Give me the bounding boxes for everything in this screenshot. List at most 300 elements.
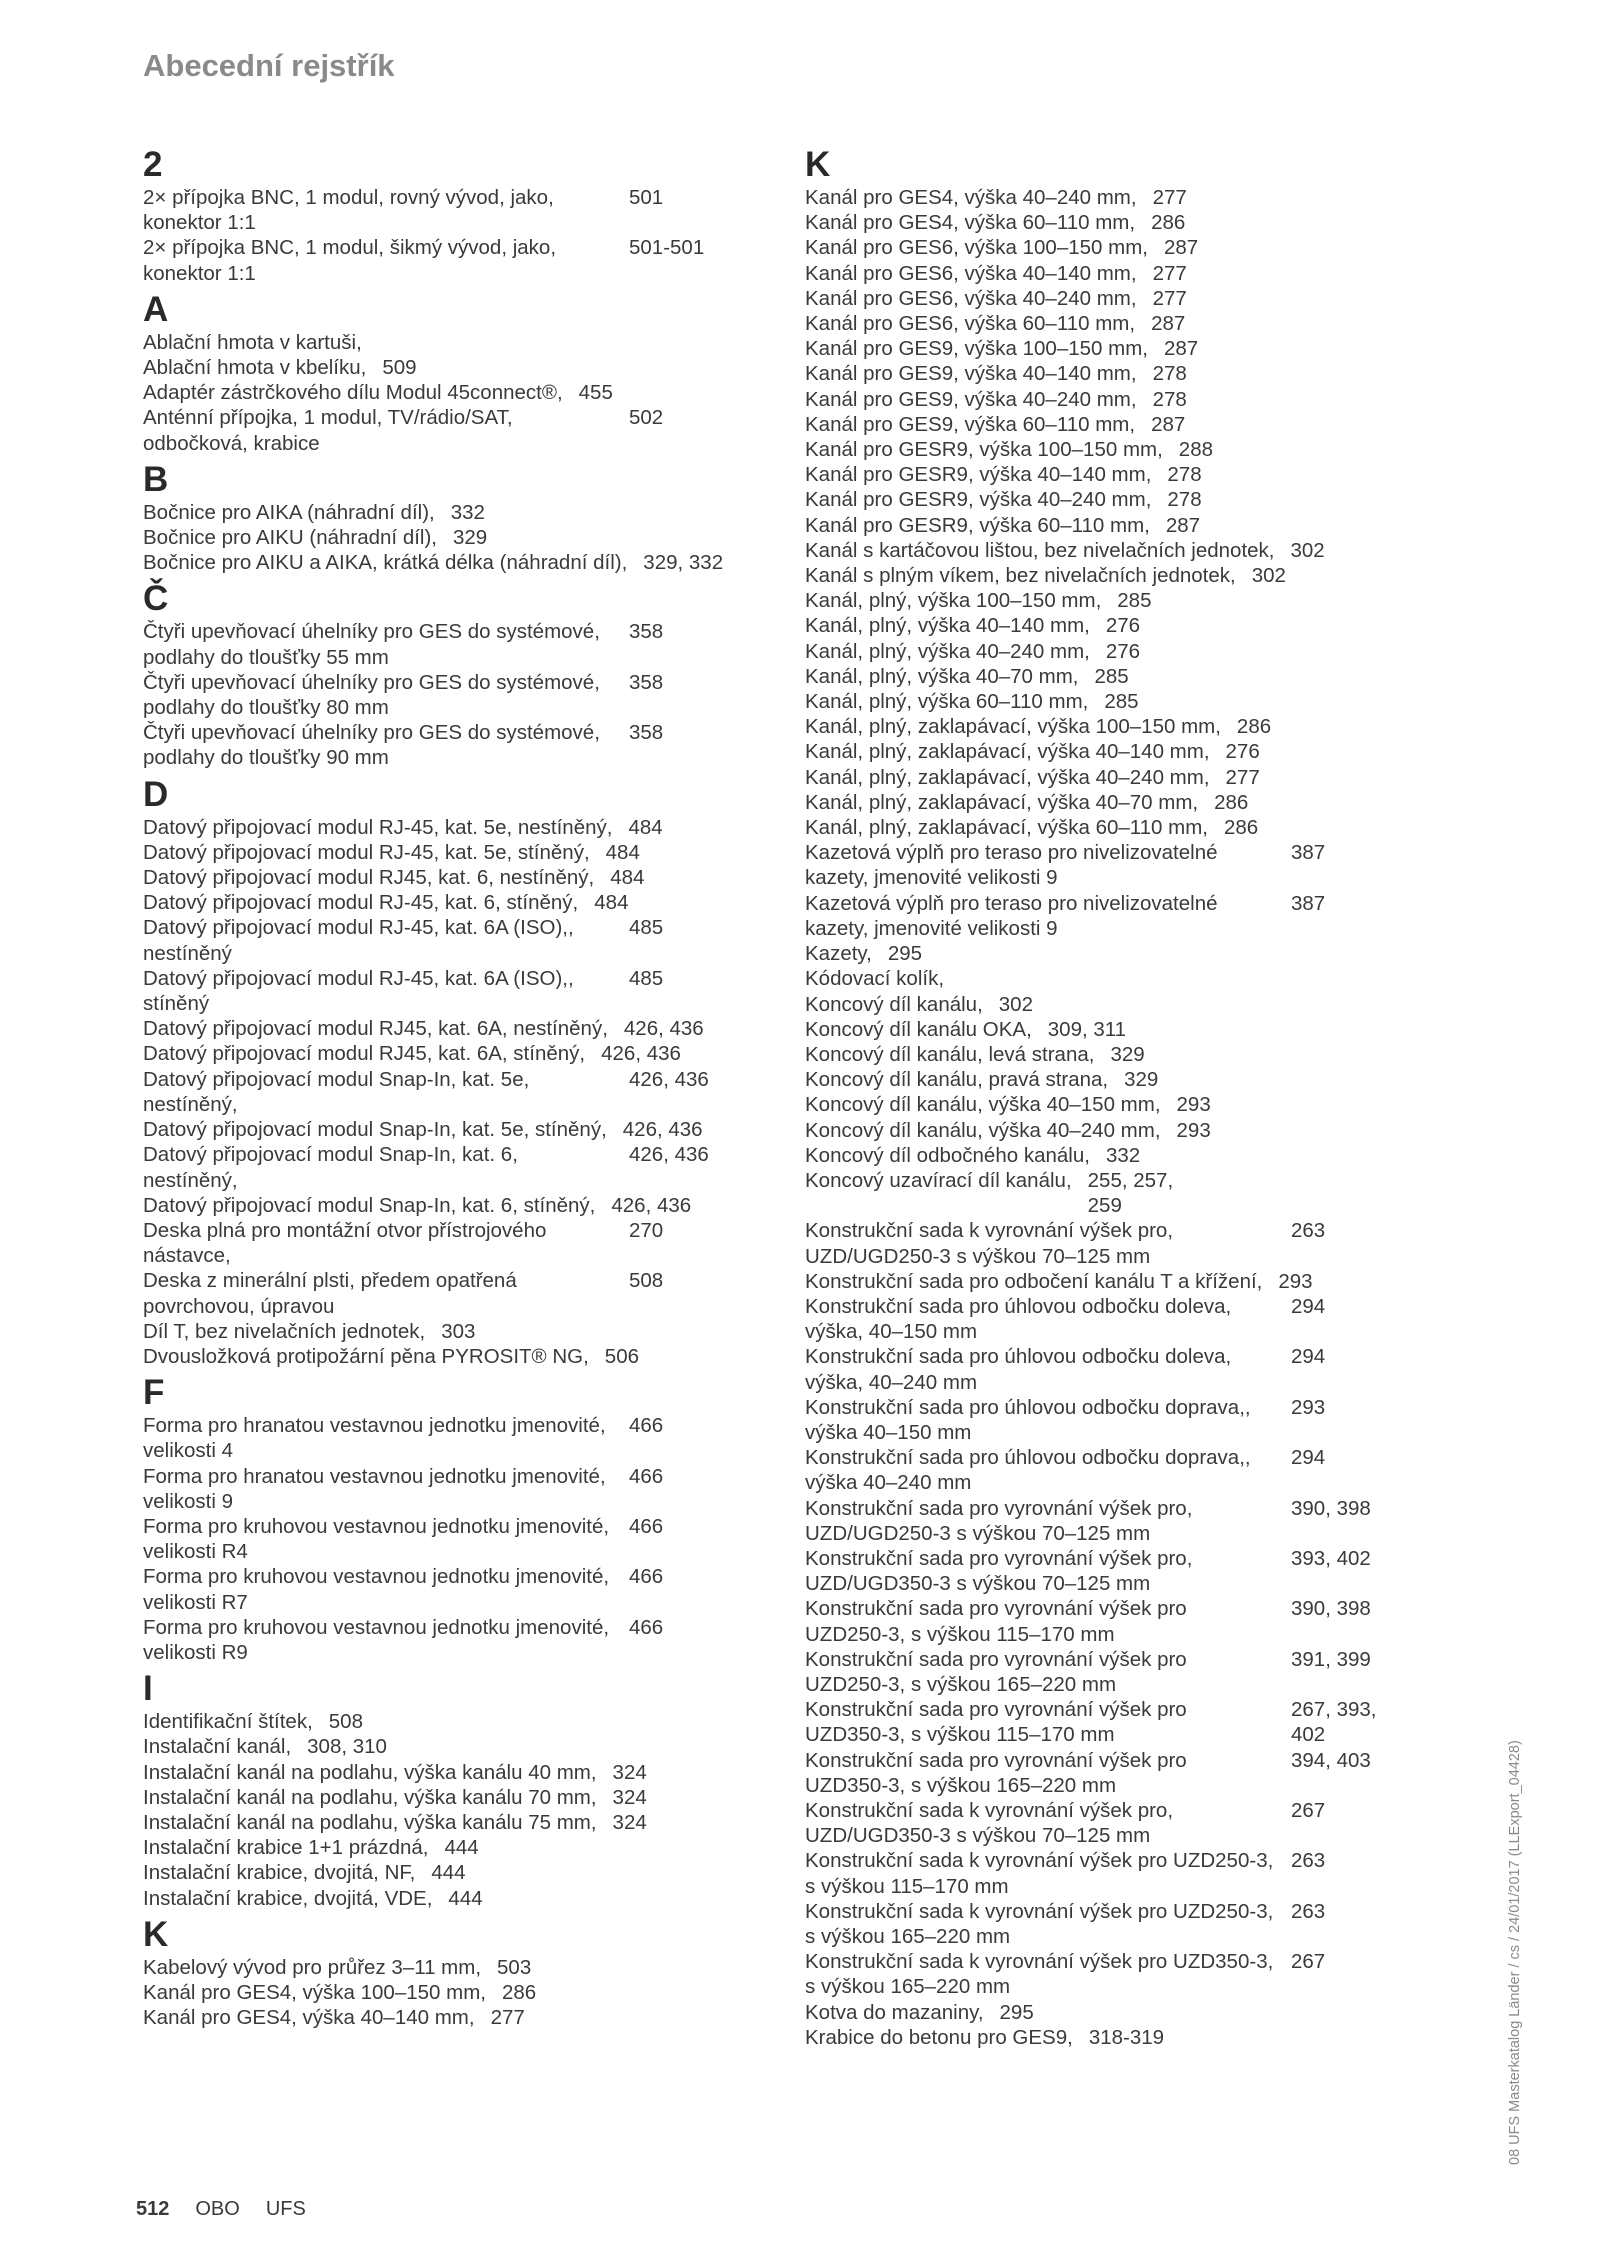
entry-text: Deska z minerální plsti, předem opatřená povrchovou, úpravou <box>143 1269 517 1318</box>
entry-text: Datový připojovací modul RJ-45, kat. 5e, stíněný, <box>143 840 590 864</box>
index-entry <box>143 1564 778 1614</box>
entry-pages: 255, 257, 259 <box>1087 1168 1174 1218</box>
entry-pages: 277 <box>490 2006 525 2030</box>
entry-pages: 286 <box>1214 790 1249 814</box>
entry-pages: 287 <box>1151 312 1186 336</box>
index-entry <box>143 380 778 405</box>
entry-text: Datový připojovací modul Snap-In, kat. 6, stíněný, <box>143 1193 596 1217</box>
index-entry <box>805 1294 1440 1344</box>
page-footer <box>136 2198 332 2221</box>
index-entry <box>805 1596 1440 1646</box>
index-entry <box>805 1218 1440 1268</box>
index-entry <box>143 840 778 865</box>
entry-text: Instalační krabice, dvojitá, VDE, <box>143 1886 433 1910</box>
entry-pages: 501-501 <box>629 236 705 260</box>
entry-text: Kanál, plný, výška 100–150 mm, <box>805 589 1102 613</box>
entry-text: Deska plná pro montážní otvor přístrojového nástavce, <box>143 1218 547 1268</box>
index-entry <box>143 1760 778 1785</box>
entry-pages: 302 <box>998 992 1033 1016</box>
entry-text: Instalační kanál na podlahu, výška kanálu 70 mm, <box>143 1785 597 1809</box>
entry-text: Datový připojovací modul RJ-45, kat. 6, stíněný, <box>143 891 579 915</box>
index-entry <box>805 1798 1440 1848</box>
index-section <box>143 580 778 770</box>
entry-pages: 287 <box>1164 236 1199 260</box>
index-entry <box>805 185 1440 210</box>
entry-pages: 455 <box>578 381 613 405</box>
index-entry <box>143 1464 778 1514</box>
entry-pages: 288 <box>1178 438 1214 462</box>
entry-text: Datový připojovací modul RJ-45, kat. 6A (ISO),, stíněný <box>143 966 574 1016</box>
entry-text: Kanál, plný, zaklapávací, výška 40–140 mm, <box>805 740 1210 764</box>
entry-pages: 332 <box>450 500 485 524</box>
entry-text: Forma pro kruhovou vestavnou jednotku jmenovité, velikosti R9 <box>143 1615 610 1664</box>
entry-text: Kanál pro GES6, výška 40–240 mm, <box>805 286 1137 310</box>
entry-text: Kanál, plný, zaklapávací, výška 40–240 mm, <box>805 765 1210 789</box>
entry-text: Kazetová výplň pro teraso pro nivelizovatelné kazety, jmenovité velikosti 9 <box>805 841 1218 890</box>
page-title: Abecední rejstřík <box>143 48 395 83</box>
index-entry <box>143 1980 778 2005</box>
entry-text: Konstrukční sada pro úhlovou odbočku doprava,, výška 40–150 mm <box>805 1395 1251 1444</box>
entry-text: Kanál pro GESR9, výška 40–240 mm, <box>805 488 1152 512</box>
index-entry <box>143 1734 778 1759</box>
index-entry <box>143 1344 778 1369</box>
entry-pages: 309, 311 <box>1047 1017 1127 1041</box>
index-entry <box>805 1445 1440 1495</box>
entry-pages: 324 <box>612 1810 647 1834</box>
index-entry <box>805 714 1440 739</box>
entry-text: Kanál pro GES4, výška 100–150 mm, <box>143 1980 486 2004</box>
index-entry <box>805 1647 1440 1697</box>
entry-text: Forma pro hranatou vestavnou jednotku jmenovité, velikosti 9 <box>143 1464 606 1513</box>
entry-pages: 484 <box>605 840 640 864</box>
entry-text: Bočnice pro AIKU (náhradní díl), <box>143 526 437 550</box>
entry-text: Koncový díl kanálu, levá strana, <box>805 1042 1095 1066</box>
entry-pages: 501 <box>629 186 664 209</box>
index-entry <box>805 1168 1440 1218</box>
side-note: 08 UFS Masterkatalog Länder / cs / 24/01/2017 (LLExport_04428) <box>1507 1740 1523 2165</box>
entry-text: Kazety, <box>805 942 872 966</box>
entry-pages: 394, 403 <box>1291 1748 1371 1772</box>
entry-text: Identifikační štítek, <box>143 1710 313 1734</box>
index-entry <box>143 1413 778 1463</box>
index-entry <box>805 840 1440 890</box>
index-entry <box>143 2005 778 2030</box>
index-entry <box>143 1319 778 1344</box>
entry-text: Konstrukční sada k vyrovnání výšek pro UZD350-3, s výškou 165–220 mm <box>805 1950 1274 1999</box>
section-letter: I <box>143 1669 153 1709</box>
index-column-left <box>143 146 778 2030</box>
entry-pages: 277 <box>1152 186 1187 209</box>
entry-text: Datový připojovací modul RJ-45, kat. 5e, nestíněný, <box>143 815 613 839</box>
entry-text: Kabelový vývod pro průřez 3–11 mm, <box>143 1955 482 1979</box>
entry-pages: 329 <box>1110 1042 1145 1066</box>
entry-text: Datový připojovací modul RJ45, kat. 6A, stíněný, <box>143 1042 586 1066</box>
entry-pages: 387 <box>1291 841 1326 865</box>
entry-text: Konstrukční sada pro vyrovnání výšek pro UZD350-3, s výškou 115–170 mm <box>805 1698 1187 1747</box>
entry-pages: 358 <box>629 620 664 644</box>
index-entry <box>805 891 1440 941</box>
index-entry <box>805 336 1440 361</box>
index-entry <box>805 1344 1440 1394</box>
index-entry <box>143 1955 778 1980</box>
entry-pages: 285 <box>1104 690 1139 714</box>
entry-text: Kanál pro GES6, výška 100–150 mm, <box>805 236 1148 260</box>
entry-text: Díl T, bez nivelačních jednotek, <box>143 1319 426 1343</box>
entry-text: Kanál pro GES4, výška 40–140 mm, <box>143 2006 475 2030</box>
entry-pages: 276 <box>1105 614 1141 638</box>
index-entry <box>143 670 778 720</box>
entry-text: Kanál, plný, zaklapávací, výška 60–110 mm, <box>805 816 1208 840</box>
section-letter: K <box>805 145 831 184</box>
entry-pages: 318-319 <box>1088 2025 1165 2049</box>
index-entry <box>805 513 1440 538</box>
index-entry <box>805 1269 1440 1294</box>
entry-pages: 286 <box>1224 816 1259 840</box>
index-section <box>143 461 778 576</box>
index-entry <box>143 1193 778 1218</box>
entry-pages: 393, 402 <box>1291 1546 1371 1570</box>
entry-pages: 387 <box>1291 891 1326 915</box>
index-entry <box>805 361 1440 386</box>
index-entry <box>143 405 778 455</box>
entry-text: Konstrukční sada pro vyrovnání výšek pro UZD250-3, s výškou 115–170 mm <box>805 1597 1187 1646</box>
entry-text: Kanál, plný, výška 40–240 mm, <box>805 639 1090 663</box>
index-entry <box>143 1785 778 1810</box>
entry-pages: 267, 393, 402 <box>1291 1698 1377 1747</box>
index-section <box>805 146 1440 2050</box>
entry-pages: 508 <box>629 1269 664 1293</box>
index-entry <box>805 1496 1440 1546</box>
index-entry <box>143 915 778 965</box>
entry-pages: 294 <box>1291 1446 1326 1470</box>
entry-text: Konstrukční sada k vyrovnání výšek pro, UZD/UGD350-3 s výškou 70–125 mm <box>805 1799 1174 1848</box>
entry-pages: 277 <box>1152 261 1187 285</box>
index-entry <box>805 992 1440 1017</box>
entry-pages: 263 <box>1291 1219 1326 1243</box>
entry-text: Konstrukční sada pro vyrovnání výšek pro UZD350-3, s výškou 165–220 mm <box>805 1748 1187 1797</box>
index-entry <box>143 1117 778 1142</box>
entry-pages: 466 <box>629 1514 664 1538</box>
section-letter: A <box>143 289 169 329</box>
entry-pages: 287 <box>1164 337 1199 361</box>
entry-text: Kanál pro GES4, výška 60–110 mm, <box>805 211 1136 235</box>
entry-text: Datový připojovací modul Snap-In, kat. 5e, nestíněný, <box>143 1067 530 1116</box>
entry-pages: 502 <box>629 406 664 430</box>
index-entry <box>805 1118 1440 1143</box>
entry-text: Kanál pro GES9, výška 40–240 mm, <box>805 387 1137 411</box>
section-letter: 2 <box>143 145 163 184</box>
entry-pages: 391, 399 <box>1291 1647 1371 1671</box>
footer-brand: OBO <box>195 2198 240 2220</box>
index-entry <box>805 210 1440 235</box>
entry-pages: 426, 436 <box>622 1118 703 1142</box>
entry-pages: 485 <box>629 916 664 940</box>
entry-pages: 332 <box>1105 1143 1141 1167</box>
index-entry <box>143 550 778 575</box>
entry-pages: 426, 436 <box>629 1067 709 1091</box>
entry-pages: 324 <box>612 1785 647 1809</box>
index-entry <box>143 966 778 1016</box>
index-entry <box>805 2025 1440 2050</box>
entry-text: Instalační kanál na podlahu, výška kanálu 40 mm, <box>143 1760 597 1784</box>
entry-text: Kanál pro GES6, výška 60–110 mm, <box>805 312 1136 336</box>
entry-text: Kanál pro GES9, výška 60–110 mm, <box>805 412 1136 436</box>
index-entry <box>143 235 778 285</box>
entry-text: Instalační krabice, dvojitá, NF, <box>143 1861 416 1885</box>
index-entry <box>143 330 778 355</box>
entry-pages: 390, 398 <box>1291 1496 1371 1520</box>
entry-pages: 302 <box>1290 538 1325 562</box>
index-entry <box>805 790 1440 815</box>
entry-text: Anténní přípojka, 1 modul, TV/rádio/SAT, odbočková, krabice <box>143 406 513 455</box>
section-letter: B <box>143 459 169 499</box>
index-entry <box>805 387 1440 412</box>
entry-text: Kanál, plný, výška 40–140 mm, <box>805 614 1090 638</box>
entry-pages: 506 <box>604 1344 640 1368</box>
entry-pages: 444 <box>431 1861 466 1885</box>
index-entry <box>805 261 1440 286</box>
entry-text: Adaptér zástrčkového dílu Modul 45connect®, <box>143 381 563 405</box>
entry-pages: 358 <box>629 670 664 694</box>
entry-pages: 358 <box>629 721 664 745</box>
entry-text: Koncový díl kanálu OKA, <box>805 1017 1032 1041</box>
index-entry <box>805 815 1440 840</box>
entry-pages: 293 <box>1291 1395 1326 1419</box>
entry-pages: 485 <box>629 966 664 990</box>
entry-pages: 426, 436 <box>611 1193 692 1217</box>
entry-text: Kanál s kartáčovou lištou, bez nivelačních jednotek, <box>805 538 1275 562</box>
index-entry <box>805 1395 1440 1445</box>
entry-text: Instalační kanál, <box>143 1735 292 1759</box>
entry-text: Kotva do mazaniny, <box>805 2000 984 2024</box>
entry-text: Kódovací kolík, <box>805 967 945 991</box>
entry-pages: 278 <box>1167 488 1202 512</box>
index-section <box>143 1374 778 1665</box>
entry-pages: 466 <box>629 1565 664 1589</box>
entry-text: Forma pro kruhovou vestavnou jednotku jmenovité, velikosti R7 <box>143 1565 610 1614</box>
entry-text: Bočnice pro AIKA (náhradní díl), <box>143 500 435 524</box>
index-entry <box>143 865 778 890</box>
section-letter: K <box>143 1914 169 1954</box>
index-entry <box>805 765 1440 790</box>
entry-pages: 503 <box>497 1955 532 1979</box>
index-entry <box>143 1860 778 1885</box>
entry-text: Čtyři upevňovací úhelníky pro GES do systémové, podlahy do tloušťky 80 mm <box>143 670 600 720</box>
entry-text: Datový připojovací modul RJ45, kat. 6, nestíněný, <box>143 866 595 890</box>
index-entry <box>143 1067 778 1117</box>
entry-text: Čtyři upevňovací úhelníky pro GES do systémové, podlahy do tloušťky 55 mm <box>143 620 600 669</box>
index-entry <box>805 1899 1440 1949</box>
entry-text: Kanál pro GES4, výška 40–240 mm, <box>805 186 1137 209</box>
entry-pages: 287 <box>1165 513 1201 537</box>
entry-pages: 278 <box>1152 362 1187 386</box>
index-entry <box>143 1835 778 1860</box>
entry-pages: 294 <box>1291 1294 1326 1318</box>
index-entry <box>805 538 1440 563</box>
entry-text: Datový připojovací modul Snap-In, kat. 5e, stíněný, <box>143 1118 607 1142</box>
section-letter: F <box>143 1373 165 1413</box>
entry-text: Kanál, plný, zaklapávací, výška 40–70 mm, <box>805 790 1199 814</box>
index-entry <box>805 588 1440 613</box>
entry-text: Kanál pro GES9, výška 40–140 mm, <box>805 362 1137 386</box>
index-entry <box>143 1016 778 1041</box>
entry-text: Datový připojovací modul RJ45, kat. 6A, nestíněný, <box>143 1017 608 1041</box>
entry-pages: 509 <box>382 356 417 380</box>
index-entry <box>143 1218 778 1268</box>
index-entry <box>805 613 1440 638</box>
entry-text: Konstrukční sada pro úhlovou odbočku doleva, výška, 40–240 mm <box>805 1345 1232 1394</box>
entry-text: Konstrukční sada pro vyrovnání výšek pro, UZD/UGD350-3 s výškou 70–125 mm <box>805 1546 1193 1596</box>
entry-pages: 444 <box>448 1886 483 1910</box>
entry-text: Koncový díl kanálu, <box>805 992 983 1016</box>
index-entry <box>805 1949 1440 1999</box>
index-entry <box>805 1848 1440 1898</box>
index-entry <box>805 311 1440 336</box>
entry-pages: 329 <box>453 526 488 550</box>
index-entry <box>805 1546 1440 1596</box>
index-entry <box>143 1709 778 1734</box>
footer-section: UFS <box>265 2198 306 2220</box>
entry-text: Ablační hmota v kbelíku, <box>143 356 367 380</box>
entry-pages: 426, 436 <box>623 1017 704 1041</box>
index-entry <box>143 355 778 380</box>
entry-text: Forma pro hranatou vestavnou jednotku jmenovité, velikosti 4 <box>143 1414 606 1463</box>
section-letter: D <box>143 774 169 814</box>
entry-pages: 466 <box>629 1464 664 1488</box>
index-entry <box>805 1697 1440 1747</box>
entry-text: Konstrukční sada pro úhlovou odbočku doprava,, výška 40–240 mm <box>805 1446 1251 1495</box>
entry-pages: 263 <box>1291 1849 1326 1873</box>
entry-pages: 287 <box>1151 412 1186 436</box>
entry-pages: 286 <box>1151 211 1186 235</box>
index-entry <box>143 1142 778 1192</box>
entry-pages: 466 <box>629 1615 664 1639</box>
index-section <box>143 291 778 456</box>
index-entry <box>143 720 778 770</box>
entry-pages: 285 <box>1094 664 1129 688</box>
index-entry <box>805 689 1440 714</box>
entry-text: Čtyři upevňovací úhelníky pro GES do systémové, podlahy do tloušťky 90 mm <box>143 721 600 770</box>
index-entry <box>805 941 1440 966</box>
index-entry <box>805 286 1440 311</box>
entry-text: Kanál pro GES6, výška 40–140 mm, <box>805 261 1137 285</box>
entry-pages: 277 <box>1152 286 1187 310</box>
entry-text: 2× přípojka BNC, 1 modul, šikmý vývod, jako, konektor 1:1 <box>143 236 557 285</box>
entry-pages: 285 <box>1117 589 1152 613</box>
index-entry <box>805 1143 1440 1168</box>
entry-pages: 444 <box>444 1836 479 1860</box>
entry-pages: 484 <box>594 891 629 915</box>
entry-text: Forma pro kruhovou vestavnou jednotku jmenovité, velikosti R4 <box>143 1514 610 1564</box>
entry-text: Kanál, plný, výška 40–70 mm, <box>805 664 1079 688</box>
entry-text: Kanál, plný, výška 60–110 mm, <box>805 690 1089 714</box>
entry-pages: 277 <box>1225 765 1260 789</box>
index-entry <box>143 815 778 840</box>
index-entry <box>805 412 1440 437</box>
entry-pages: 466 <box>629 1414 664 1438</box>
entry-pages: 426, 436 <box>629 1143 709 1167</box>
index-entry <box>805 487 1440 512</box>
index-entry <box>143 1615 778 1665</box>
index-section <box>143 146 778 286</box>
index-section <box>143 776 778 1369</box>
index-entry <box>143 185 778 235</box>
entry-pages: 267 <box>1291 1950 1326 1974</box>
entry-text: Kanál pro GESR9, výška 100–150 mm, <box>805 438 1163 462</box>
index-entry <box>805 563 1440 588</box>
index-entry <box>143 890 778 915</box>
entry-pages: 295 <box>999 2000 1034 2024</box>
entry-text: Dvousložková protipožární pěna PYROSIT® NG, <box>143 1344 589 1368</box>
index-entry <box>143 619 778 669</box>
entry-pages: 267 <box>1291 1799 1326 1822</box>
index-entry <box>805 1092 1440 1117</box>
index-entry <box>143 1810 778 1835</box>
index-entry <box>805 1017 1440 1042</box>
entry-text: Konstrukční sada pro vyrovnání výšek pro, UZD/UGD250-3 s výškou 70–125 mm <box>805 1496 1193 1545</box>
entry-text: Konstrukční sada pro odbočení kanálu T a křížení, <box>805 1269 1263 1293</box>
index-entry <box>143 500 778 525</box>
entry-pages: 329, 332 <box>643 551 724 575</box>
entry-pages: 293 <box>1176 1093 1211 1117</box>
index-entry <box>805 966 1440 991</box>
index-entry <box>143 1886 778 1911</box>
index-entry <box>805 1042 1440 1067</box>
entry-text: Konstrukční sada pro úhlovou odbočku doleva, výška, 40–150 mm <box>805 1294 1232 1344</box>
entry-pages: 308, 310 <box>307 1735 387 1759</box>
entry-pages: 295 <box>887 942 923 966</box>
entry-pages: 508 <box>328 1710 363 1734</box>
index-entry <box>805 1067 1440 1092</box>
entry-text: Koncový díl kanálu, výška 40–150 mm, <box>805 1093 1161 1117</box>
entry-text: Kanál pro GESR9, výška 60–110 mm, <box>805 513 1150 537</box>
entry-pages: 286 <box>1236 715 1272 739</box>
entry-pages: 276 <box>1105 639 1141 663</box>
index-entry <box>805 235 1440 260</box>
entry-text: Ablační hmota v kartuši, <box>143 330 362 354</box>
entry-text: Koncový díl kanálu, pravá strana, <box>805 1068 1109 1092</box>
index-entry <box>805 462 1440 487</box>
entry-pages: 390, 398 <box>1291 1597 1371 1621</box>
entry-text: Bočnice pro AIKU a AIKA, krátká délka (náhradní díl), <box>143 551 628 575</box>
entry-text: Kanál s plným víkem, bez nivelačních jednotek, <box>805 564 1236 588</box>
index-entry <box>805 664 1440 689</box>
entry-pages: 294 <box>1291 1345 1326 1369</box>
entry-text: Datový připojovací modul Snap-In, kat. 6, nestíněný, <box>143 1143 518 1192</box>
entry-text: Konstrukční sada k vyrovnání výšek pro, UZD/UGD250-3 s výškou 70–125 mm <box>805 1219 1174 1268</box>
entry-pages: 263 <box>1291 1899 1326 1923</box>
index-entry <box>805 739 1440 764</box>
entry-pages: 278 <box>1167 463 1202 487</box>
index-column-right <box>805 146 1440 2050</box>
entry-pages: 484 <box>628 815 663 839</box>
entry-text: Kanál pro GESR9, výška 40–140 mm, <box>805 463 1152 487</box>
index-entry <box>143 1268 778 1318</box>
entry-pages: 324 <box>612 1760 647 1784</box>
entry-pages: 278 <box>1152 387 1187 411</box>
entry-pages: 270 <box>629 1218 664 1242</box>
entry-text: Kanál pro GES9, výška 100–150 mm, <box>805 337 1148 361</box>
index-entry <box>143 1041 778 1066</box>
entry-text: Instalační krabice 1+1 prázdná, <box>143 1836 429 1860</box>
page-number: 512 <box>136 2198 170 2220</box>
entry-text: Konstrukční sada k vyrovnání výšek pro UZD250-3, s výškou 165–220 mm <box>805 1899 1274 1949</box>
entry-text: Konstrukční sada k vyrovnání výšek pro UZD250-3, s výškou 115–170 mm <box>805 1849 1274 1898</box>
entry-pages: 286 <box>502 1980 537 2004</box>
entry-text: Krabice do betonu pro GES9, <box>805 2025 1073 2049</box>
entry-text: Koncový díl kanálu, výška 40–240 mm, <box>805 1118 1161 1142</box>
entry-text: 2× přípojka BNC, 1 modul, rovný vývod, jako, konektor 1:1 <box>143 186 554 235</box>
